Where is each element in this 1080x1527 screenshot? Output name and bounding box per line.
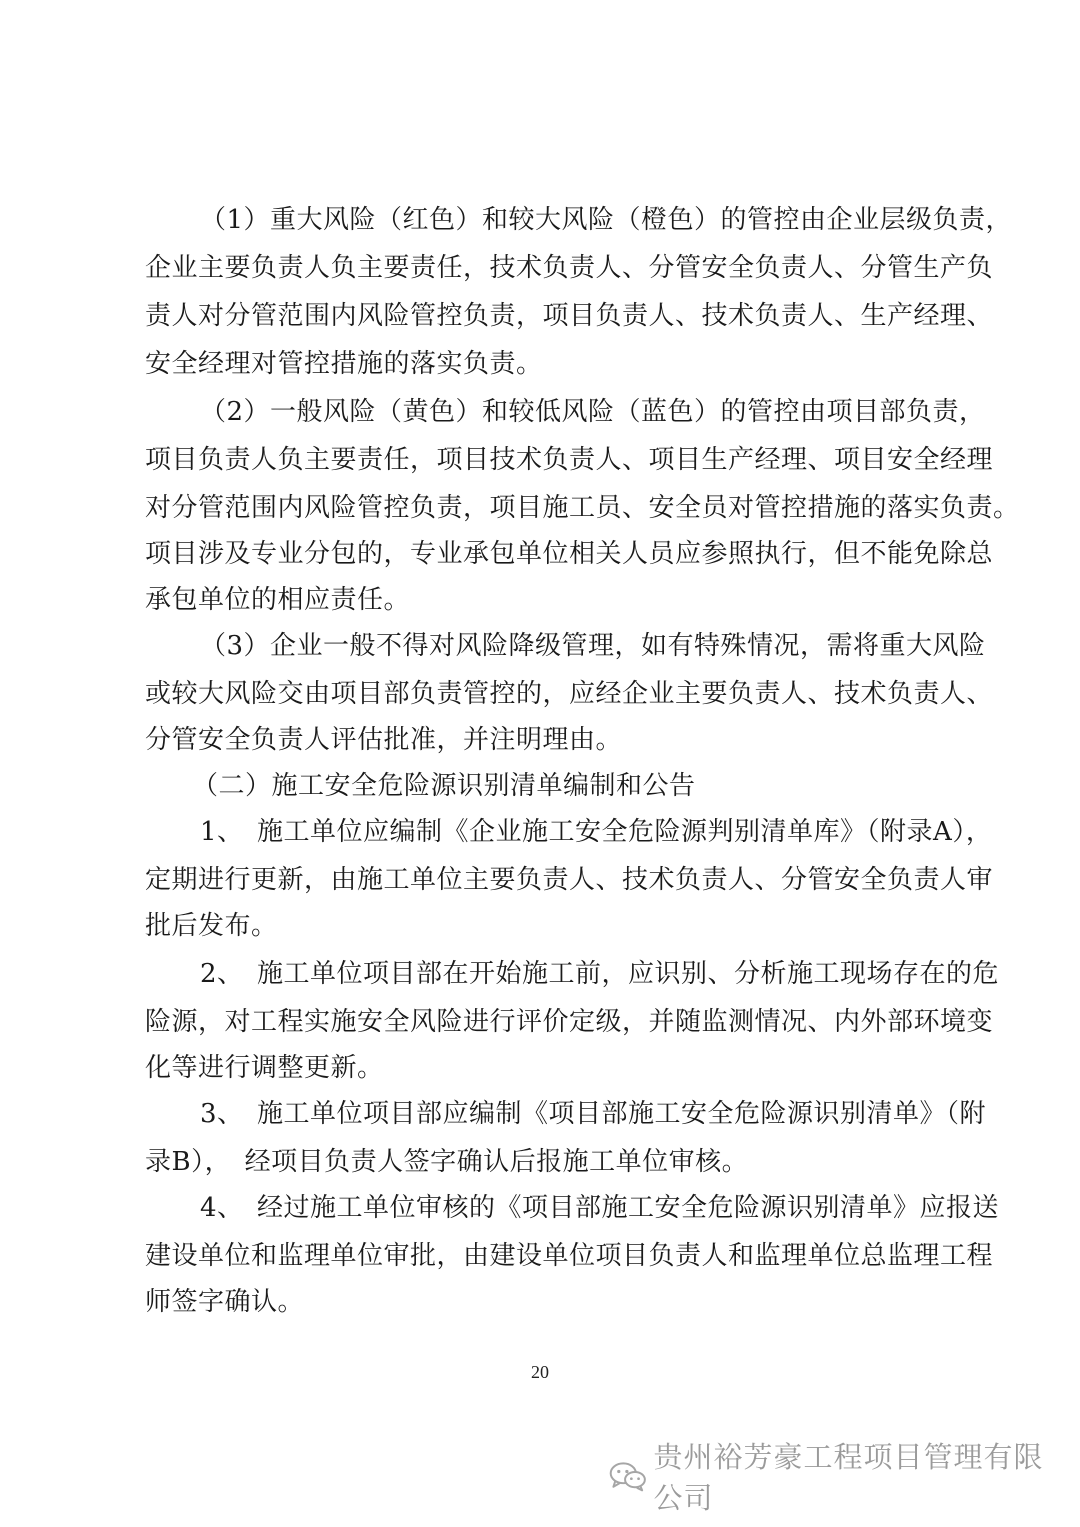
text-line: 录B）， 经项目负责人签字确认后报施工单位审核。 bbox=[145, 1147, 749, 1177]
text-line: （3）企业一般不得对风险降级管理，如有特殊情况，需将重大风险 bbox=[200, 631, 986, 661]
text-line: 4、 经过施工单位审核的《项目部施工安全危险源识别清单》应报送 bbox=[200, 1193, 1000, 1223]
text-line: 3、 施工单位项目部应编制《项目部施工安全危险源识别清单》（附 bbox=[200, 1099, 987, 1129]
text-line: 承包单位的相应责任。 bbox=[145, 585, 411, 615]
text-line: 1、 施工单位应编制《企业施工安全危险源判别清单库》（附录A）， bbox=[200, 817, 993, 847]
text-line: 责人对分管范围内风险管控负责，项目负责人、技术负责人、生产经理、 bbox=[145, 301, 994, 331]
section-heading: （二）施工安全危险源识别清单编制和公告 bbox=[192, 771, 696, 801]
text-line: 或较大风险交由项目部负责管控的，应经企业主要负责人、技术负责人、 bbox=[145, 679, 994, 709]
text-line: 2、 施工单位项目部在开始施工前，应识别、分析施工现场存在的危 bbox=[200, 959, 1000, 989]
text-line: 企业主要负责人负主要责任，技术负责人、分管安全负责人、分管生产负 bbox=[145, 253, 994, 283]
text-line: 批后发布。 bbox=[145, 911, 278, 941]
text-line: 建设单位和监理单位审批，由建设单位项目负责人和监理单位总监理工程 bbox=[145, 1241, 994, 1271]
wechat-icon bbox=[608, 1458, 648, 1494]
text-line: 项目涉及专业分包的，专业承包单位相关人员应参照执行，但不能免除总 bbox=[145, 539, 994, 569]
text-line: 分管安全负责人评估批准，并注明理由。 bbox=[145, 725, 623, 755]
text-line: 定期进行更新，由施工单位主要负责人、技术负责人、分管安全负责人审 bbox=[145, 865, 994, 895]
text-line: 项目负责人负主要责任，项目技术负责人、项目生产经理、项目安全经理 bbox=[145, 445, 994, 475]
page-number: 20 bbox=[531, 1362, 549, 1382]
watermark-text: 贵州裕芳豪工程项目管理有限公司 bbox=[653, 1440, 1044, 1515]
text-line: （1）重大风险（红色）和较大风险（橙色）的管控由企业层级负责， bbox=[200, 205, 1013, 235]
text-line: 化等进行调整更新。 bbox=[145, 1053, 384, 1083]
text-line: （2）一般风险（黄色）和较低风险（蓝色）的管控由项目部负责， bbox=[200, 397, 986, 427]
text-line: 安全经理对管控措施的落实负责。 bbox=[145, 349, 543, 379]
text-line: 对分管范围内风险管控负责，项目施工员、安全员对管控措施的落实负责。 bbox=[145, 493, 1020, 523]
watermark bbox=[608, 1440, 1058, 1515]
text-line: 师签字确认。 bbox=[145, 1287, 305, 1317]
text-line: 险源，对工程实施安全风险进行评价定级，并随监测情况、内外部环境变 bbox=[145, 1007, 994, 1037]
